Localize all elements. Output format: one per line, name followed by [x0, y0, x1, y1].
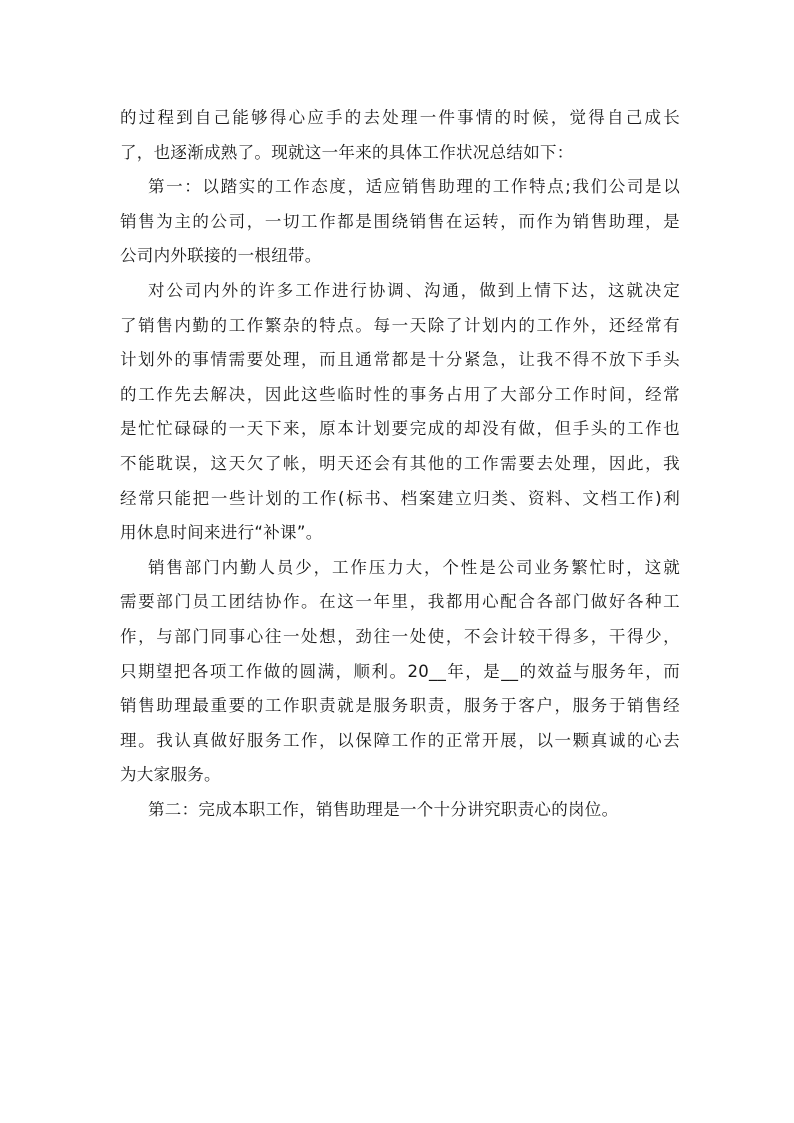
text-line: 的过程到自己能够得心应手的去处理一件事情的时候，觉得自己成长 [120, 108, 680, 127]
text-line: 用休息时间来进行“补课”。 [120, 523, 323, 543]
text-line: 只期望把各项工作做的圆满，顺利。20__年，是__的效益与服务年，而 [120, 661, 680, 681]
paragraph [120, 170, 680, 274]
text-line: 销售为主的公司，一切工作都是围绕销售在运转，而作为销售助理，是 [120, 211, 680, 231]
text-line: 第一：以踏实的工作态度，适应销售助理的工作特点;我们公司是以 [148, 177, 680, 197]
text-line: 对公司内外的许多工作进行协调、沟通，做到上情下达，这就决定 [148, 280, 680, 300]
paragraph [120, 101, 680, 170]
text-line: 销售部门内勤人员少，工作压力大，个性是公司业务繁忙时，这就 [148, 557, 680, 577]
text-line: 第二：完成本职工作，销售助理是一个十分讲究职责心的岗位。 [148, 799, 619, 819]
text-line: 经常只能把一些计划的工作(标书、档案建立归类、资料、文档工作)利 [120, 488, 680, 508]
text-line: 作，与部门同事心往一处想，劲往一处使，不会计较干得多，干得少， [120, 626, 680, 646]
text-line: 为大家服务。 [120, 765, 221, 785]
text-line: 是忙忙碌碌的一天下来，原本计划要完成的却没有做，但手头的工作也 [120, 419, 680, 439]
text-line: 计划外的事情需要处理，而且通常都是十分紧急，让我不得不放下手头 [120, 350, 680, 370]
text-line: 了销售内勤的工作繁杂的特点。每一天除了计划内的工作外，还经常有 [120, 315, 680, 335]
paragraph [120, 274, 680, 551]
text-line: 销售助理最重要的工作职责就是服务职责，服务于客户，服务于销售经 [120, 696, 680, 716]
text-line: 了，也逐渐成熟了。现就这一年来的具体工作状况总结如下： [120, 142, 574, 162]
text-line: 不能耽误，这天欠了帐，明天还会有其他的工作需要去处理，因此，我 [120, 453, 680, 473]
text-line: 公司内外联接的一根纽带。 [120, 246, 322, 266]
paragraph [120, 793, 680, 828]
paragraph [120, 551, 680, 793]
text-line: 的工作先去解决，因此这些临时性的事务占用了大部分工作时间，经常 [120, 384, 680, 404]
text-line: 需要部门员工团结协作。在这一年里，我都用心配合各部门做好各种工 [120, 592, 680, 612]
document-body [120, 101, 680, 827]
text-line: 理。我认真做好服务工作，以保障工作的正常开展，以一颗真诚的心去 [120, 730, 680, 750]
